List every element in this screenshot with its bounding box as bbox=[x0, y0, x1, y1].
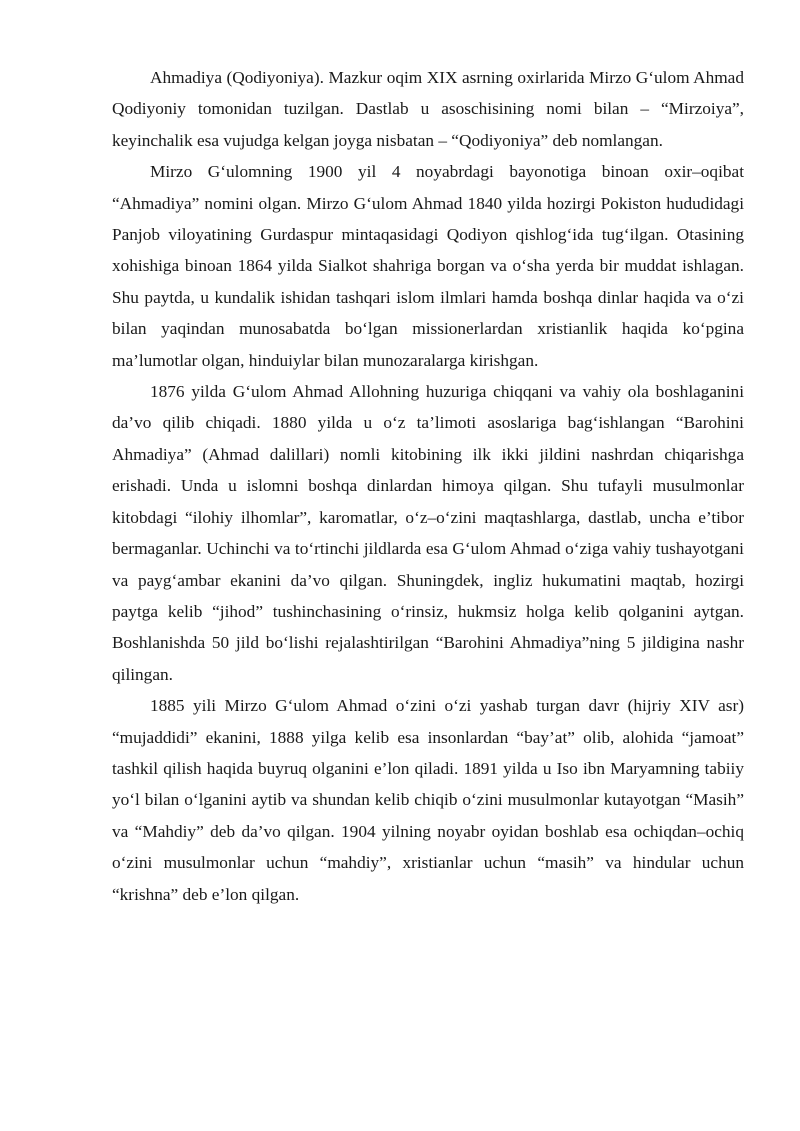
paragraph-ahmadiya-intro: Ahmadiya (Qodiyoniya). Mazkur oqim XIX asrning oxirlarida Mirzo G‘ulom Ahmad Qodiyoniy tomonidan tuzilgan. Dastlab u asoschisining nomi bilan – “Mirzoiya”, keyinchalik esa vujudga kelgan joyga nisbatan – “Qodiyoniya” deb nomlangan. bbox=[112, 68, 744, 150]
paragraph-barohini-ahmadiya: 1876 yilda G‘ulom Ahmad Allohning huzuriga chiqqani va vahiy ola boshlaganini da’vo qilib chiqadi. 1880 yilda u o‘z ta’limoti asoslariga bag‘ishlangan “Barohini Ahmadiya” (Ahmad dalillari) nomli kitobining ilk ikki jildini nashrdan chiqarishga erishadi. Unda u islomni boshqa dinlardan himoya qilgan. Shu tufayli musulmonlar kitobdagi “ilohiy ilhomlar”, karomatlar, o‘z–o‘zini maqtashlarga, dastlab, uncha e’tibor bermaganlar. Uchinchi va to‘rtinchi jildlarda esa G‘ulom Ahmad o‘ziga vahiy tushayotgani va payg‘ambar ekanini da’vo qilgan. Shuningdek, ingliz hukumatini maqtab, hozirgi paytga kelib “jihod” tushinchasining o‘rinsiz, hukmsiz holga kelib qolganini aytgan. Boshlanishda 50 jild bo‘lishi rejalashtirilgan “Barohini Ahmadiya”ning 5 jildigina nashr qilingan. bbox=[112, 382, 744, 684]
paragraph-mirzo-gulom-biography: Mirzo G‘ulomning 1900 yil 4 noyabrdagi bayonotiga binoan oxir–oqibat “Ahmadiya” nomini olgan. Mirzo G‘ulom Ahmad 1840 yilda hozirgi Pokiston hududidagi Panjob viloyatining Gurdaspur mintaqasidagi Qodiyon qishlog‘ida tug‘ilgan. Otasining xohishiga binoan 1864 yilda Sialkot shahriga borgan va o‘sha yerda bir muddat ishlagan. Shu paytda, u kundalik ishidan tashqari islom ilmlari hamda boshqa dinlar haqida va o‘zi bilan yaqindan munosabatda bo‘lgan missionerlardan xristianlik haqida ko‘pgina ma’lumotlar olgan, hinduiylar bilan munozaralarga kirishgan. bbox=[112, 162, 744, 370]
paragraph-mujaddid-claims: 1885 yili Mirzo G‘ulom Ahmad o‘zini o‘zi yashab turgan davr (hijriy XIV asr) “mujaddidi” ekanini, 1888 yilga kelib esa insonlardan “bay’at” olib, alohida “jamoat” tashkil qilish haqida buyruq olganini e’lon qiladi. 1891 yilda u Iso ibn Maryamning tabiiy yo‘l bilan o‘lganini aytib va shundan kelib chiqib o‘zini musulmonlar kutayotgan “Masih” va “Mahdiy” deb da’vo qilgan. 1904 yilning noyabr oyidan boshlab esa ochiqdan–ochiq o‘zini musulmonlar uchun “mahdiy”, xristianlar uchun “masih” va hindular uchun “krishna” deb e’lon qilgan. bbox=[112, 696, 744, 904]
document-page bbox=[112, 62, 744, 910]
